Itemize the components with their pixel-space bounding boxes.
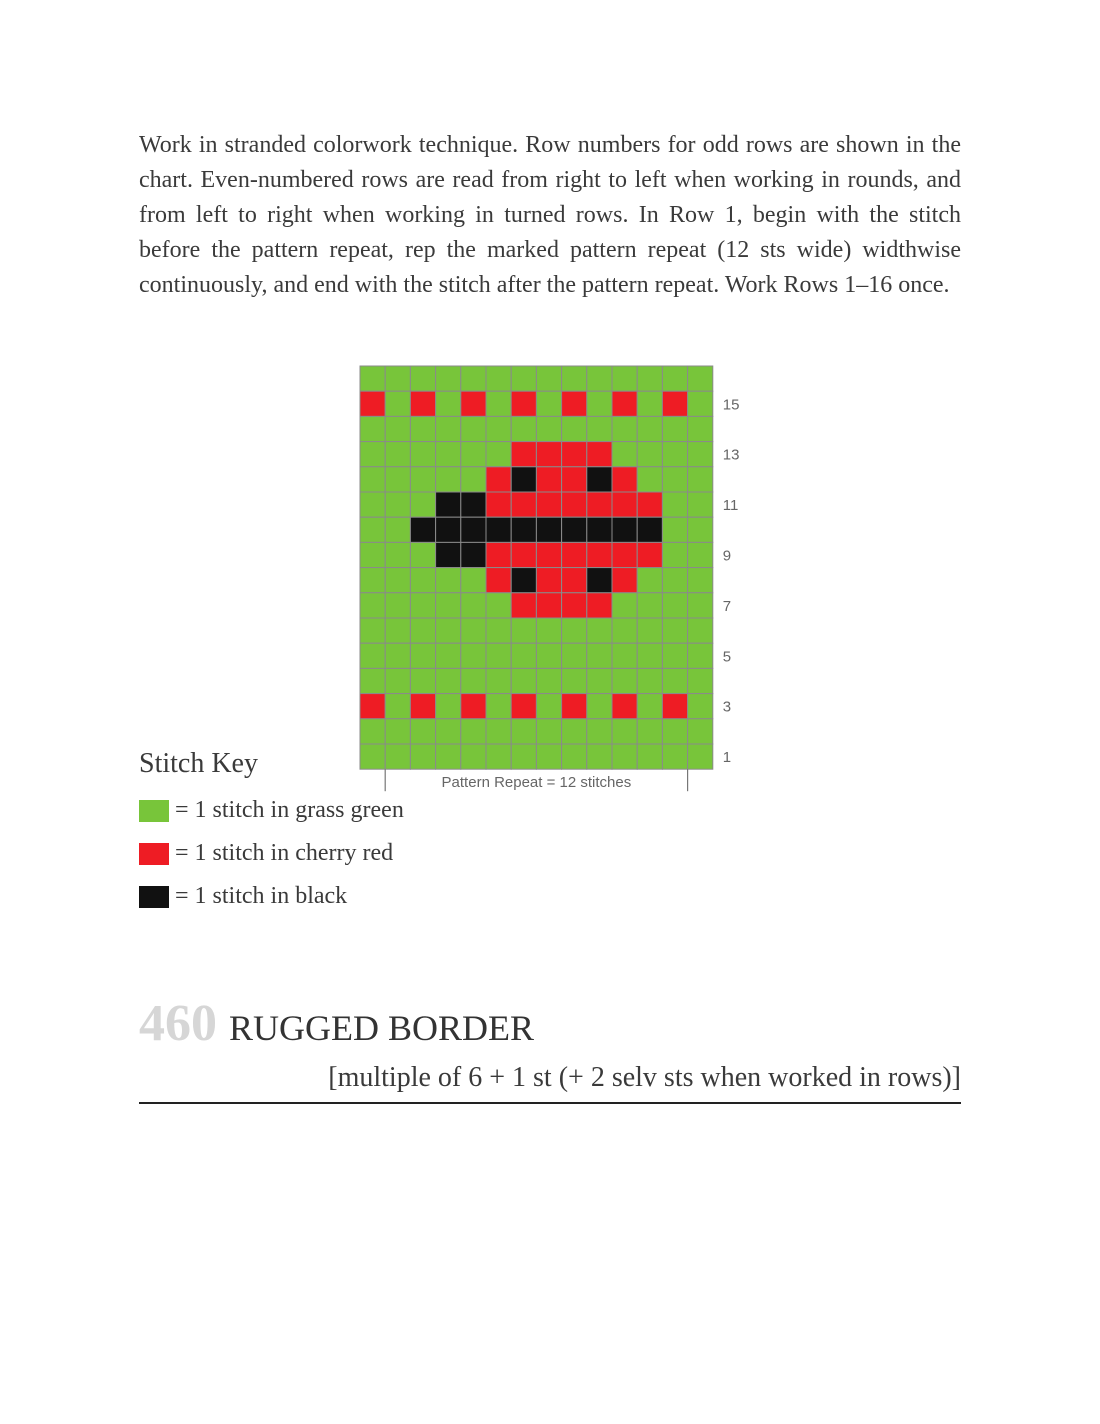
chart-cell xyxy=(536,467,561,492)
chart-cell xyxy=(410,618,435,643)
chart-cell xyxy=(662,668,687,693)
row-label: 7 xyxy=(722,597,732,615)
chart-cell xyxy=(360,568,385,593)
chart-cell xyxy=(587,643,612,668)
colorwork-chart xyxy=(358,364,758,792)
chart-cell xyxy=(612,643,637,668)
chart-cell xyxy=(536,391,561,416)
chart-cell xyxy=(511,542,536,567)
swatch-green xyxy=(139,800,169,822)
chart-cell xyxy=(410,391,435,416)
chart-cell xyxy=(461,593,486,618)
chart-cell xyxy=(436,542,461,567)
chart-cell xyxy=(385,643,410,668)
chart-cell xyxy=(688,643,713,668)
chart-cell xyxy=(385,391,410,416)
chart-cell xyxy=(385,618,410,643)
chart-cell xyxy=(461,643,486,668)
chart-cell xyxy=(662,542,687,567)
chart-cell xyxy=(536,366,561,391)
chart-cell xyxy=(385,492,410,517)
chart-cell xyxy=(562,542,587,567)
chart-cell xyxy=(486,643,511,668)
chart-cell xyxy=(461,467,486,492)
key-item-label: = 1 stitch in grass green xyxy=(175,797,404,823)
chart-cell xyxy=(637,442,662,467)
chart-cell xyxy=(662,442,687,467)
chart-cell xyxy=(587,593,612,618)
chart-cell xyxy=(360,542,385,567)
chart-cell xyxy=(360,442,385,467)
chart-cell xyxy=(511,416,536,441)
chart-cell xyxy=(486,744,511,769)
chart-cell xyxy=(612,542,637,567)
chart-cell xyxy=(486,568,511,593)
chart-cell xyxy=(562,517,587,542)
chart-cell xyxy=(436,366,461,391)
chart-cell xyxy=(511,593,536,618)
chart-cell xyxy=(562,719,587,744)
chart-cell xyxy=(637,719,662,744)
swatch-black xyxy=(139,886,169,908)
chart-cell xyxy=(662,593,687,618)
chart-cell xyxy=(688,492,713,517)
chart-cell xyxy=(688,593,713,618)
chart-cell xyxy=(587,366,612,391)
chart-cell xyxy=(637,391,662,416)
chart-cell xyxy=(385,467,410,492)
chart-cell xyxy=(562,442,587,467)
chart-cell xyxy=(536,593,561,618)
chart-cell xyxy=(436,643,461,668)
chart-cell xyxy=(562,593,587,618)
chart-cell xyxy=(461,694,486,719)
chart-cell xyxy=(612,391,637,416)
key-item-label: = 1 stitch in cherry red xyxy=(175,840,394,866)
chart-cell xyxy=(436,744,461,769)
chart-cell xyxy=(612,668,637,693)
chart-cell xyxy=(536,668,561,693)
chart-cell xyxy=(385,366,410,391)
chart-cell xyxy=(637,366,662,391)
chart-cell xyxy=(360,618,385,643)
row-label: 13 xyxy=(722,446,740,464)
chart-cell xyxy=(410,643,435,668)
chart-cell xyxy=(612,719,637,744)
chart-cell xyxy=(410,668,435,693)
chart-cell xyxy=(511,568,536,593)
chart-cell xyxy=(612,694,637,719)
chart-cell xyxy=(486,593,511,618)
chart-cell xyxy=(385,416,410,441)
chart-cell xyxy=(562,416,587,441)
chart-cell xyxy=(511,467,536,492)
chart-cell xyxy=(637,668,662,693)
chart-cell xyxy=(385,442,410,467)
chart-cell xyxy=(461,618,486,643)
chart-cell xyxy=(612,744,637,769)
chart-cell xyxy=(637,467,662,492)
chart-cell xyxy=(536,694,561,719)
row-label: 3 xyxy=(722,698,732,716)
chart-cell xyxy=(662,391,687,416)
chart-cell xyxy=(486,467,511,492)
row-label: 9 xyxy=(722,547,732,565)
chart-cell xyxy=(688,618,713,643)
chart-cell xyxy=(511,719,536,744)
chart-cell xyxy=(587,568,612,593)
stitch-key-title: Stitch Key xyxy=(139,748,258,779)
chart-cell xyxy=(688,744,713,769)
row-label: 15 xyxy=(722,396,740,414)
chart-cell xyxy=(436,694,461,719)
chart-cell xyxy=(360,744,385,769)
chart-cell xyxy=(461,719,486,744)
chart-cell xyxy=(486,442,511,467)
chart-cell xyxy=(410,542,435,567)
chart-cell xyxy=(511,517,536,542)
chart-cell xyxy=(385,542,410,567)
chart-cell xyxy=(436,593,461,618)
chart-cell xyxy=(385,719,410,744)
chart-cell xyxy=(360,467,385,492)
chart-cell xyxy=(436,492,461,517)
key-item-black xyxy=(139,883,347,910)
chart-cell xyxy=(511,492,536,517)
chart-cell xyxy=(536,442,561,467)
chart-cell xyxy=(688,416,713,441)
chart-cell xyxy=(688,668,713,693)
chart-cell xyxy=(511,694,536,719)
chart-cell xyxy=(637,618,662,643)
chart-cell xyxy=(536,618,561,643)
chart-cell xyxy=(385,517,410,542)
chart-cell xyxy=(461,668,486,693)
chart-cell xyxy=(360,517,385,542)
chart-cell xyxy=(461,366,486,391)
chart-cell xyxy=(410,442,435,467)
chart-cell xyxy=(410,593,435,618)
chart-cell xyxy=(688,366,713,391)
chart-cell xyxy=(486,391,511,416)
chart-cell xyxy=(486,492,511,517)
chart-cell xyxy=(360,366,385,391)
chart-cell xyxy=(662,643,687,668)
chart-cell xyxy=(410,694,435,719)
intro-paragraph: Work in stranded colorwork technique. Row numbers for odd rows are shown in the chart. Even-numbered rows are read from right to left when working in rounds, and from left to right when working in turned rows. In Row 1, begin with the stitch before the pattern repeat, rep the marked pattern repeat (12 sts wide) widthwise continuously, and end with the stitch after the pattern repeat. Work Rows 1–16 once. xyxy=(139,132,961,298)
chart-cell xyxy=(637,643,662,668)
chart-cell xyxy=(662,719,687,744)
chart-cell xyxy=(688,694,713,719)
chart-cell xyxy=(436,568,461,593)
chart-cell xyxy=(360,593,385,618)
chart-cell xyxy=(662,744,687,769)
chart-cell xyxy=(461,744,486,769)
chart-cell xyxy=(662,517,687,542)
chart-cell xyxy=(662,568,687,593)
chart-cell xyxy=(612,492,637,517)
row-label: 1 xyxy=(722,749,732,767)
chart-cell xyxy=(688,542,713,567)
chart-cell xyxy=(486,618,511,643)
chart-cell xyxy=(688,391,713,416)
chart-cell xyxy=(360,416,385,441)
chart-cell xyxy=(562,366,587,391)
chart-cell xyxy=(562,618,587,643)
chart-cell xyxy=(360,391,385,416)
chart-cell xyxy=(562,643,587,668)
chart-cell xyxy=(637,744,662,769)
chart-cell xyxy=(662,366,687,391)
chart-cell xyxy=(562,744,587,769)
chart-cell xyxy=(536,517,561,542)
chart-cell xyxy=(637,517,662,542)
chart-cell xyxy=(410,416,435,441)
chart-cell xyxy=(562,467,587,492)
chart-cell xyxy=(562,694,587,719)
chart-cell xyxy=(385,694,410,719)
chart-cell xyxy=(662,694,687,719)
chart-cell xyxy=(436,618,461,643)
section-rule xyxy=(139,1102,961,1104)
chart-cell xyxy=(587,744,612,769)
chart-cell xyxy=(587,542,612,567)
chart-cell xyxy=(461,568,486,593)
chart-cell xyxy=(536,492,561,517)
chart-cell xyxy=(360,492,385,517)
chart-cell xyxy=(385,668,410,693)
chart-cell xyxy=(612,366,637,391)
chart-cell xyxy=(486,668,511,693)
chart-cell xyxy=(410,517,435,542)
chart-cell xyxy=(436,442,461,467)
chart-cell xyxy=(688,719,713,744)
chart-cell xyxy=(410,568,435,593)
section-number: 460 xyxy=(139,995,217,1052)
chart-cell xyxy=(436,668,461,693)
chart-cell xyxy=(461,492,486,517)
key-item-label: = 1 stitch in black xyxy=(175,883,348,909)
chart-cell xyxy=(612,618,637,643)
chart-cell xyxy=(385,593,410,618)
chart-cell xyxy=(562,492,587,517)
chart-cell xyxy=(486,542,511,567)
chart-cell xyxy=(461,542,486,567)
chart-cell xyxy=(562,391,587,416)
chart-cell xyxy=(486,694,511,719)
chart-cell xyxy=(688,442,713,467)
row-label: 11 xyxy=(722,497,739,515)
chart-cell xyxy=(511,643,536,668)
chart-cell xyxy=(662,416,687,441)
chart-cell xyxy=(688,517,713,542)
chart-cell xyxy=(688,467,713,492)
chart-cell xyxy=(662,618,687,643)
chart-cell xyxy=(536,719,561,744)
chart-cell xyxy=(486,517,511,542)
chart-cell xyxy=(536,744,561,769)
chart-cell xyxy=(637,568,662,593)
swatch-red xyxy=(139,843,169,865)
chart-cell xyxy=(536,416,561,441)
chart-cell xyxy=(360,719,385,744)
chart-cell xyxy=(562,568,587,593)
chart-cell xyxy=(587,668,612,693)
chart-cell xyxy=(637,492,662,517)
chart-cell xyxy=(436,517,461,542)
chart-cell xyxy=(436,719,461,744)
chart-cell xyxy=(637,416,662,441)
section-subtitle: [multiple of 6 + 1 st (+ 2 selv sts when worked in rows)] xyxy=(328,1062,961,1093)
chart-cell xyxy=(486,719,511,744)
chart-cell xyxy=(612,416,637,441)
chart-cell xyxy=(587,618,612,643)
chart-cell xyxy=(410,744,435,769)
chart-cell xyxy=(461,442,486,467)
chart-cell xyxy=(360,643,385,668)
chart-cell xyxy=(436,391,461,416)
chart-cell xyxy=(511,744,536,769)
chart-cell xyxy=(662,492,687,517)
chart-cell xyxy=(637,694,662,719)
chart-cell xyxy=(511,618,536,643)
chart-cell xyxy=(587,442,612,467)
chart-cell xyxy=(410,719,435,744)
chart-cell xyxy=(461,391,486,416)
chart-cell xyxy=(688,568,713,593)
chart-cell xyxy=(612,568,637,593)
chart-cell xyxy=(536,542,561,567)
chart-cell xyxy=(385,568,410,593)
chart-cell xyxy=(511,391,536,416)
chart-cell xyxy=(511,668,536,693)
chart-cell xyxy=(662,467,687,492)
chart-cell xyxy=(360,668,385,693)
section-title: RUGGED BORDER xyxy=(229,1008,535,1048)
chart-cell xyxy=(511,366,536,391)
row-label: 5 xyxy=(722,648,732,666)
chart-cell xyxy=(612,593,637,618)
key-item-red xyxy=(139,840,393,867)
chart-cell xyxy=(612,467,637,492)
chart-cell xyxy=(587,694,612,719)
chart-cell xyxy=(385,744,410,769)
chart-cell xyxy=(612,442,637,467)
chart-cell xyxy=(436,467,461,492)
chart-cell xyxy=(486,416,511,441)
chart-cell xyxy=(637,593,662,618)
chart-cell xyxy=(587,467,612,492)
chart-svg xyxy=(358,364,758,792)
chart-cell xyxy=(461,517,486,542)
chart-cell xyxy=(461,416,486,441)
chart-cell xyxy=(562,668,587,693)
chart-cell xyxy=(587,391,612,416)
repeat-label: Pattern Repeat = 12 stitches xyxy=(441,774,632,792)
chart-cell xyxy=(360,694,385,719)
chart-cell xyxy=(587,719,612,744)
chart-cell xyxy=(511,442,536,467)
chart-cell xyxy=(486,366,511,391)
chart-cell xyxy=(587,492,612,517)
chart-cell xyxy=(410,366,435,391)
chart-cell xyxy=(410,467,435,492)
chart-cell xyxy=(410,492,435,517)
key-item-green xyxy=(139,797,404,824)
chart-cell xyxy=(436,416,461,441)
chart-cell xyxy=(536,568,561,593)
chart-cell xyxy=(637,542,662,567)
chart-cell xyxy=(612,517,637,542)
chart-cell xyxy=(536,643,561,668)
section-heading xyxy=(139,994,534,1053)
chart-cell xyxy=(587,517,612,542)
chart-cell xyxy=(587,416,612,441)
